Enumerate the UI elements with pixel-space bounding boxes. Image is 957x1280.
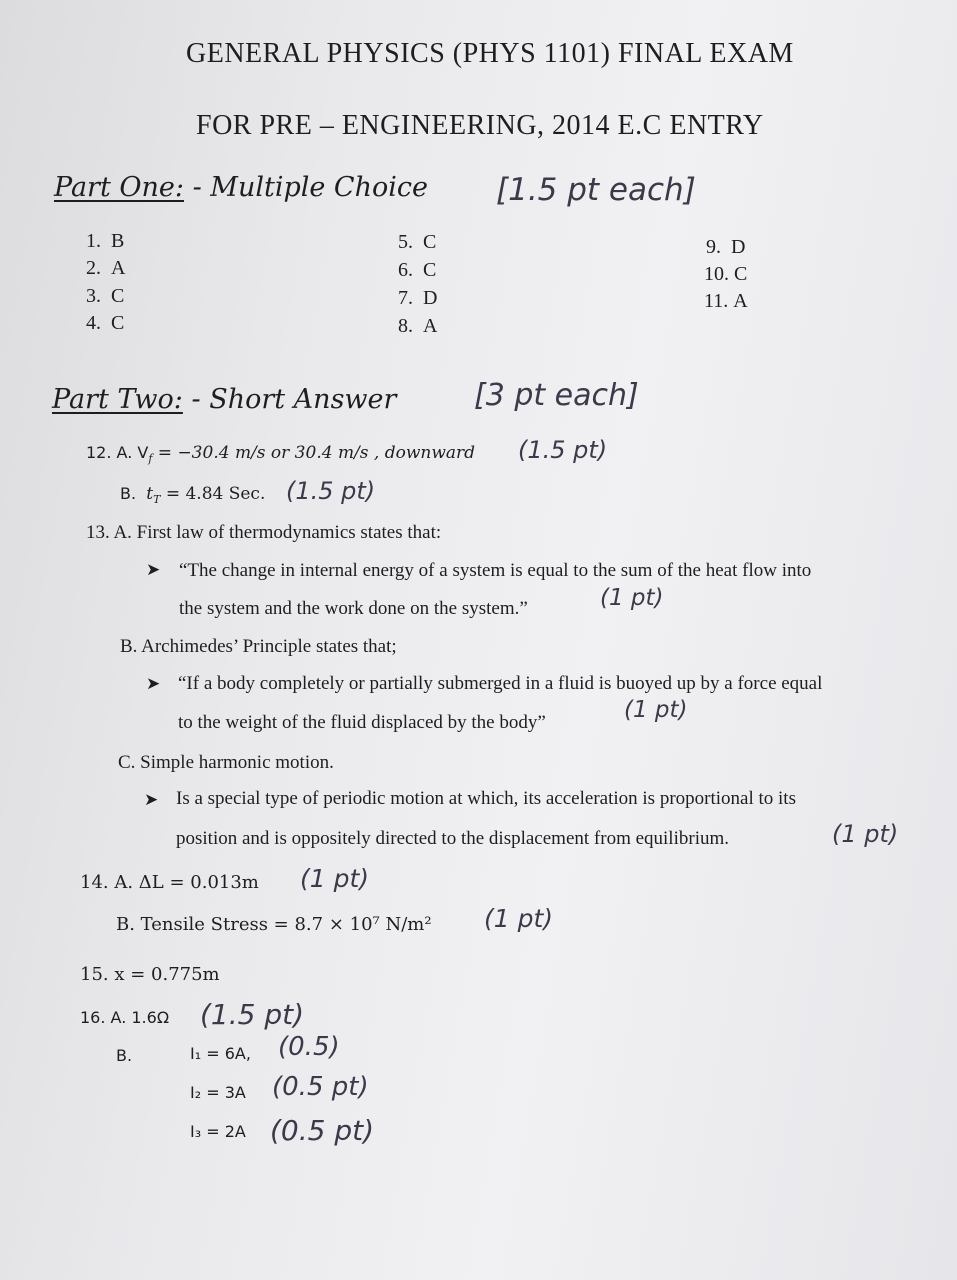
q14b-answer: B. Tensile Stress = 8.7 × 10⁷ N/m² xyxy=(116,914,432,935)
mc-answer-7: 7. D xyxy=(398,287,438,309)
header-line-1: GENERAL PHYSICS (PHYS 1101) FINAL EXAM xyxy=(186,38,794,69)
part-two-heading xyxy=(52,384,396,415)
q16b-current-2: I₂ = 3A xyxy=(190,1083,246,1102)
q12b-hand-mark: (1.5 pt) xyxy=(286,477,376,505)
q13b-hand-mark: (1 pt) xyxy=(624,697,688,723)
q16b-current-1-hand-mark: (0.5) xyxy=(278,1032,340,1062)
mc-answer-2: 2. A xyxy=(86,257,126,279)
part-one-heading xyxy=(54,172,428,203)
q13b-bullet-line-2: to the weight of the fluid displaced by the body” xyxy=(178,712,546,733)
q14b-hand-mark: (1 pt) xyxy=(484,904,554,933)
part-two-hand-note: [3 pt each] xyxy=(474,378,639,413)
q13a-bullet-line-2: the system and the work done on the system.” xyxy=(179,598,528,619)
mc-answer-4: 4. C xyxy=(86,312,125,334)
part-one-suffix: - Multiple Choice xyxy=(192,172,428,203)
part-two-title: Part Two: xyxy=(52,384,183,415)
mc-answer-3: 3. C xyxy=(86,285,125,307)
q13a-answer: 13. A. First law of thermodynamics states that: xyxy=(86,522,442,543)
q12a-answer: 12. A. $V_f = -30.4$ m/s or 30.4 m/s , downward xyxy=(86,443,476,466)
part-one-hand-note: [1.5 pt each] xyxy=(496,172,696,208)
q16a-answer: 16. A. 1.6Ω xyxy=(80,1008,170,1027)
mc-answer-11: 11. A xyxy=(704,290,748,312)
q16b-current-1: I₁ = 6A, xyxy=(190,1044,251,1063)
q13a-bullet-line-1: “The change in internal energy of a system is equal to the sum of the heat flow into xyxy=(179,560,812,581)
q14a-hand-mark: (1 pt) xyxy=(300,864,370,893)
q13c-answer: C. Simple harmonic motion. xyxy=(118,752,334,773)
q16b-label: B. xyxy=(116,1046,133,1065)
mc-answer-8: 8. A xyxy=(398,315,438,337)
q16a-hand-mark: (1.5 pt) xyxy=(200,998,305,1031)
q13c-bullet-line-1: Is a special type of periodic motion at which, its acceleration is proportional to its xyxy=(176,788,796,809)
q16b-current-3: I₃ = 2A xyxy=(190,1122,246,1141)
mc-answer-9: 9. D xyxy=(706,236,746,258)
q16b-current-2-hand-mark: (0.5 pt) xyxy=(272,1072,369,1102)
q12b-answer: B. $t_T = 4.84$ Sec. xyxy=(120,484,266,507)
bullet-arrow-icon: ➤ xyxy=(144,790,159,809)
header-line-2: FOR PRE – ENGINEERING, 2014 E.C ENTRY xyxy=(196,110,764,141)
bullet-arrow-icon: ➤ xyxy=(146,560,161,579)
mc-answer-5: 5. C xyxy=(398,231,437,253)
q13a-hand-mark: (1 pt) xyxy=(600,585,664,611)
q13b-bullet-line-1: “If a body completely or partially submerged in a fluid is buoyed up by a force equal xyxy=(178,673,823,694)
part-one-title: Part One: xyxy=(54,172,184,203)
q15-answer: 15. x = 0.775m xyxy=(80,964,220,985)
q12a-hand-mark: (1.5 pt) xyxy=(518,436,608,464)
mc-answer-1: 1. B xyxy=(86,230,125,252)
mc-answer-6: 6. C xyxy=(398,259,437,281)
bullet-arrow-icon: ➤ xyxy=(146,674,161,693)
q13c-bullet-line-2: position and is oppositely directed to the displacement from equilibrium. xyxy=(176,828,730,849)
q13b-answer: B. Archimedes’ Principle states that; xyxy=(120,636,397,657)
q14a-answer: 14. A. ΔL = 0.013m xyxy=(80,872,259,893)
mc-answer-10: 10. C xyxy=(704,263,748,285)
q16b-current-3-hand-mark: (0.5 pt) xyxy=(270,1114,375,1147)
q13c-hand-mark: (1 pt) xyxy=(832,820,899,848)
part-two-suffix: - Short Answer xyxy=(191,384,397,415)
